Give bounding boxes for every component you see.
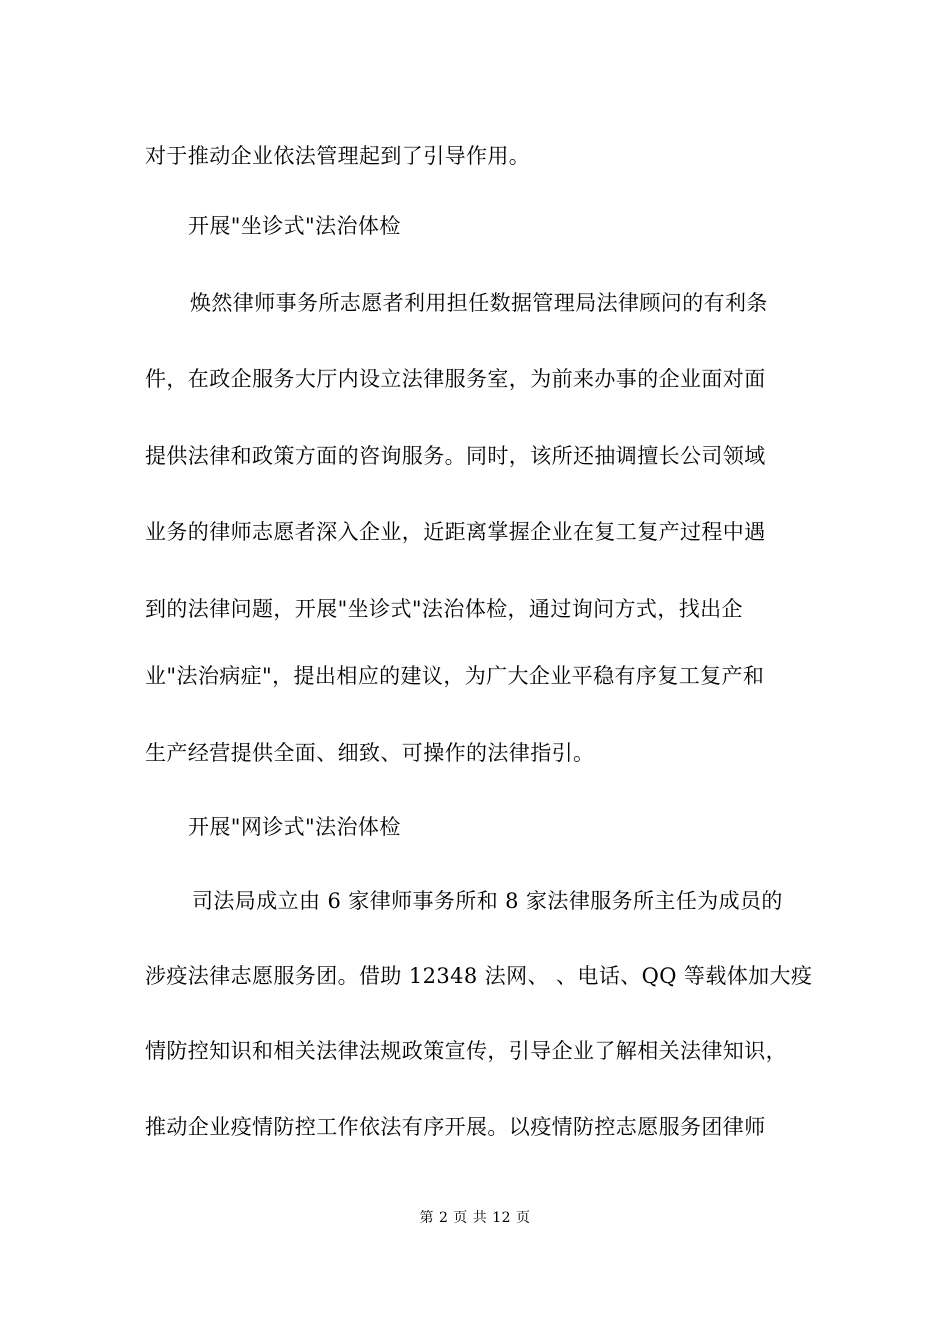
- section-heading-1: 开展"坐诊式"法治体检: [188, 214, 401, 238]
- paragraph-line-3: 焕然律师事务所志愿者利用担任数据管理局法律顾问的有利条: [190, 291, 768, 315]
- paragraph-line-12: 涉疫法律志愿服务团。借助 12348 法网、 、电话、QQ 等载体加大疫: [145, 964, 813, 988]
- paragraph-line-14: 推动企业疫情防控工作依法有序开展。以疫情防控志愿服务团律师: [145, 1115, 766, 1139]
- paragraph-line-13: 情防控知识和相关法律法规政策宣传，引导企业了解相关法律知识，: [145, 1039, 787, 1063]
- paragraph-line-9: 生产经营提供全面、细致、可操作的法律指引。: [145, 741, 595, 765]
- paragraph-line-11: 司法局成立由 6 家律师事务所和 8 家法律服务所主任为成员的: [192, 889, 783, 913]
- paragraph-line-7: 到的法律问题，开展"坐诊式"法治体检，通过询问方式，找出企: [145, 597, 743, 621]
- paragraph-line-5: 提供法律和政策方面的咨询服务。同时，该所还抽调擅长公司领域: [145, 444, 766, 468]
- paragraph-line-6: 业务的律师志愿者深入企业，近距离掌握企业在复工复产过程中遇: [145, 520, 766, 544]
- paragraph-line-4: 件，在政企服务大厅内设立法律服务室，为前来办事的企业面对面: [145, 367, 766, 391]
- paragraph-line-1: 对于推动企业依法管理起到了引导作用。: [145, 144, 531, 168]
- page-footer: 第 2 页 共 12 页: [419, 1210, 531, 1226]
- paragraph-line-8: 业"法治病症"，提出相应的建议，为广大企业平稳有序复工复产和: [145, 664, 765, 688]
- section-heading-2: 开展"网诊式"法治体检: [188, 815, 401, 839]
